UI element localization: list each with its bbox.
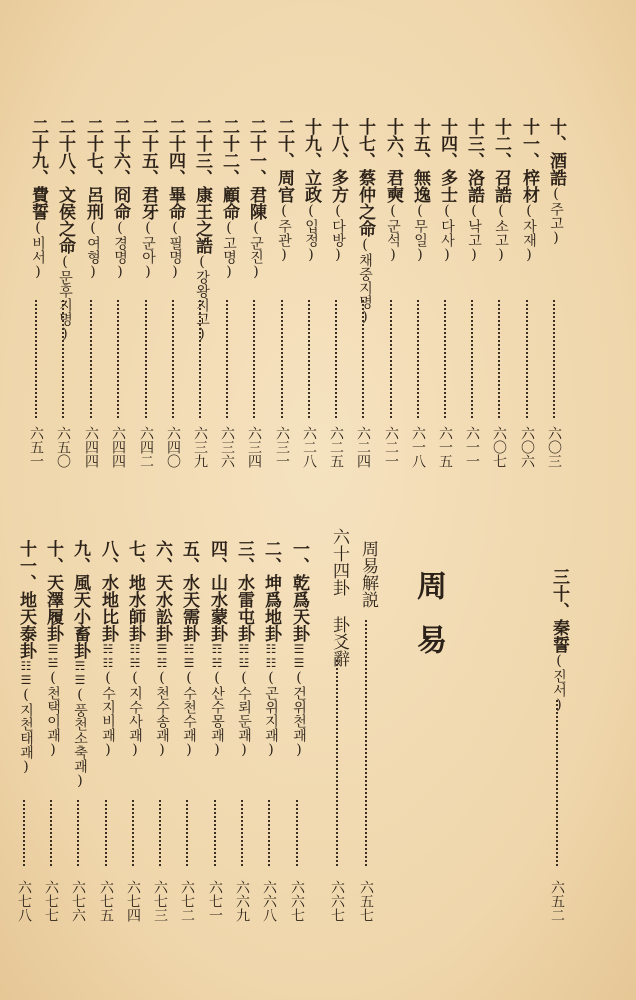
page-number: 六〇七 [491,426,507,468]
page-number: 六二五 [328,426,344,468]
entry-title: 君牙 [138,186,158,220]
entry-number: 十一、 [16,540,36,591]
dot-leader [444,300,446,418]
dot-leader [77,800,79,866]
entry-reading: (고명) [221,220,237,280]
entry-title: 天澤履卦 [43,574,63,642]
entry-number: 三十、 [549,568,569,619]
entry-title: 坤爲地卦 [261,574,281,642]
entry-number: 十九、 [301,118,321,169]
toc-entry[interactable] [408,118,430,263]
page-number: 六四四 [110,426,126,468]
entry-reading: (강왕지고) [194,254,210,342]
dot-leader [145,300,147,418]
toc-entry[interactable] [205,540,227,758]
page-number: 六三九 [192,426,208,468]
page-number: 六六七 [329,880,345,922]
page-number: 六三四 [246,426,262,468]
toc-entry[interactable] [136,118,158,280]
entry-reading: (소고) [493,203,509,263]
entry-reading: (군아) [140,220,156,280]
entry-reading: (군석) [385,203,401,263]
hexagram-symbol: ☰☰ [292,642,306,670]
entry-number: 二、 [261,540,281,574]
page-number: 六七四 [125,880,141,922]
page-number: 六七一 [207,880,223,922]
dot-leader [23,800,25,866]
toc-entry[interactable] [544,118,566,246]
entry-number: 四、 [207,540,227,574]
entry-reading: (수천수괘) [181,670,197,758]
hexagram-symbol: ☰☵ [155,642,169,670]
page-number: 六五一 [28,426,44,468]
dot-leader [365,620,367,866]
entry-number: 一、 [289,540,309,574]
entry-reading: (낙고) [466,203,482,263]
hexagram-symbol: ☷☰ [19,659,33,687]
toc-entry[interactable] [299,118,321,263]
entry-reading: (입정) [303,203,319,263]
entry-title: 召誥 [491,169,511,203]
entry-number: 二十七、 [83,118,103,186]
page-number: 六五〇 [55,426,71,468]
entry-number: 十七、 [355,118,375,169]
dot-leader [226,300,228,418]
entry-reading: (수지비괘) [100,670,116,758]
section-subheading[interactable]: 周易解説 [358,540,378,608]
entry-title: 地天泰卦 [16,591,36,659]
dot-leader [336,660,338,866]
entry-number: 二十四、 [165,118,185,186]
dot-leader [132,800,134,866]
page-number: 六一八 [410,426,426,468]
dot-leader [50,800,52,866]
entry-title: 文侯之命 [55,186,75,254]
dot-leader [268,800,270,866]
entry-title: 無逸 [410,169,430,203]
entry-reading: (자재) [521,203,537,263]
page-number: 六四四 [83,426,99,468]
hexagram-symbol: ☵☰ [182,642,196,670]
page-number: 六二四 [355,426,371,468]
page-number: 六四〇 [165,426,181,468]
hexagram-symbol: ☰☱ [46,642,60,670]
entry-reading: (군진) [248,220,264,280]
hexagram-symbol: ☵☷ [101,642,115,670]
toc-entry[interactable] [123,540,145,758]
entry-title: 多士 [437,169,457,203]
dot-leader [186,800,188,866]
toc-entry[interactable] [353,118,375,325]
entry-number: 十六、 [383,118,403,169]
dot-leader [296,800,298,866]
entry-title: 康王之誥 [192,186,212,254]
entry-title: 山水蒙卦 [207,574,227,642]
entry-reading: (다사) [439,203,455,263]
entry-title: 蔡仲之命 [355,169,375,237]
entry-title: 呂刑 [83,186,103,220]
entry-reading: (경명) [112,220,128,280]
toc-entry[interactable] [96,540,118,758]
entry-reading: (풍천소축괘) [72,687,88,789]
entry-reading: (여형) [85,220,101,280]
page-number: 六七六 [70,880,86,922]
toc-entry[interactable] [217,118,239,280]
entry-number: 六、 [152,540,172,574]
dot-leader [105,800,107,866]
toc-entry[interactable] [81,118,103,280]
dot-leader [553,300,555,418]
entry-reading: (수뢰둔괘) [236,670,252,758]
entry-number: 二十八、 [55,118,75,186]
section-title: 周易 [411,570,446,678]
toc-entry[interactable] [287,540,309,758]
entry-title: 多方 [328,169,348,203]
entry-number: 二十五、 [138,118,158,186]
toc-entry[interactable] [259,540,281,758]
entry-title: 風天小畜卦 [70,574,90,659]
toc-entry[interactable] [14,540,36,775]
entry-number: 二十、 [274,118,294,169]
entry-number: 二十六、 [110,118,130,186]
entry-title: 畢命 [165,186,185,220]
page-number: 六六七 [289,880,305,922]
entry-title: 洛誥 [464,169,484,203]
toc-entry[interactable] [326,118,348,263]
page-number: 六七五 [98,880,114,922]
entry-number: 十五、 [410,118,430,169]
toc-entry[interactable] [517,118,539,263]
entry-number: 十一、 [519,118,539,169]
page-number: 六六九 [234,880,250,922]
page-number: 六六八 [261,880,277,922]
page-number: 六四二 [138,426,154,468]
toc-entry[interactable] [68,540,90,789]
hexagram-symbol: ☶☵ [210,642,224,670]
entry-title: 君陳 [246,186,266,220]
toc-entry[interactable] [435,118,457,263]
toc-entry[interactable] [489,118,511,263]
dot-leader [556,700,558,866]
entry-number: 九、 [70,540,90,574]
entry-reading: (주관) [276,203,292,263]
entry-number: 二十二、 [219,118,239,186]
dot-leader [498,300,500,418]
entry-title: 天水訟卦 [152,574,172,642]
page-number: 六三一 [274,426,290,468]
page-number: 六七七 [43,880,59,922]
entry-reading: (무일) [412,203,428,263]
entry-title: 水地比卦 [98,574,118,642]
entry-reading: (비서) [30,220,46,280]
entry-title: 地水師卦 [125,574,145,642]
dot-leader [159,800,161,866]
dot-leader [117,300,119,418]
entry-number: 三、 [234,540,254,574]
entry-title: 顧命 [219,186,239,220]
entry-number: 二十一、 [246,118,266,186]
entry-title: 費誓 [28,186,48,220]
page-number: 六三六 [219,426,235,468]
hexagram-symbol: ☴☰ [73,659,87,687]
entry-number: 八、 [98,540,118,574]
page-number: 六二一 [383,426,399,468]
entry-reading: (진서) [551,653,567,713]
dot-leader [308,300,310,418]
entry-number: 五、 [179,540,199,574]
entry-reading: (지천태괘) [18,687,34,775]
toc-entry[interactable] [232,540,254,758]
toc-entry[interactable] [190,118,212,342]
entry-reading: (천택이괘) [45,670,61,758]
hexagram-symbol: ☷☷ [264,642,278,670]
dot-leader [35,300,37,418]
entry-reading: (천수송괘) [154,670,170,758]
entry-number: 七、 [125,540,145,574]
entry-number: 二十九、 [28,118,48,186]
dot-leader [199,300,201,418]
entry-number: 十、 [546,118,566,152]
entry-reading: (지수사괘) [127,670,143,758]
dot-leader [362,300,364,418]
toc-entry[interactable] [272,118,294,263]
entry-reading: (필명) [167,220,183,280]
toc-entry[interactable] [177,540,199,758]
page-number: 六七三 [152,880,168,922]
page-number: 六五二 [549,880,565,922]
entry-reading: (문후지명) [57,254,73,342]
toc-entry[interactable] [462,118,484,263]
dot-leader [417,300,419,418]
toc-entry[interactable] [26,118,48,280]
entry-title: 梓材 [519,169,539,203]
dot-leader [90,300,92,418]
dot-leader [62,300,64,418]
toc-entry[interactable] [108,118,130,280]
entry-number: 十八、 [328,118,348,169]
entry-reading: (주고) [548,186,564,246]
section-subheading[interactable]: 六十四卦 卦爻辭 [329,528,349,667]
entry-number: 十二、 [491,118,511,169]
page-number: 六〇三 [546,426,562,468]
page-number: 六七八 [16,880,32,922]
dot-leader [172,300,174,418]
entry-number: 十四、 [437,118,457,169]
page-number: 六七二 [179,880,195,922]
dot-leader [335,300,337,418]
page-number: 六〇六 [519,426,535,468]
dot-leader [471,300,473,418]
entry-number: 二十三、 [192,118,212,186]
dot-leader [390,300,392,418]
toc-entry[interactable] [150,540,172,758]
entry-number: 十三、 [464,118,484,169]
entry-reading: (다방) [330,203,346,263]
page-number: 六二八 [301,426,317,468]
entry-title: 立政 [301,169,321,203]
dot-leader [526,300,528,418]
entry-title: 酒誥 [546,152,566,186]
entry-title: 君奭 [383,169,403,203]
toc-entry[interactable] [41,540,63,758]
toc-entry[interactable] [381,118,403,263]
dot-leader [253,300,255,418]
entry-reading: (곤위지괘) [263,670,279,758]
page-number: 六一一 [464,426,480,468]
dot-leader [241,800,243,866]
entry-title: 乾爲天卦 [289,574,309,642]
toc-entry[interactable] [163,118,185,280]
dot-leader [281,300,283,418]
hexagram-symbol: ☷☵ [128,642,142,670]
toc-entry[interactable] [244,118,266,280]
entry-title: 水天需卦 [179,574,199,642]
page-number: 六五七 [358,880,374,922]
entry-reading: (채중지명) [357,237,373,325]
entry-title: 周官 [274,169,294,203]
entry-reading: (건위천괘) [291,670,307,758]
hexagram-symbol: ☵☳ [237,642,251,670]
toc-entry[interactable] [53,118,75,342]
entry-title: 水雷屯卦 [234,574,254,642]
entry-title: 冏命 [110,186,130,220]
entry-number: 十、 [43,540,63,574]
toc-entry[interactable] [547,568,569,713]
dot-leader [214,800,216,866]
page-number: 六一五 [437,426,453,468]
entry-reading: (산수몽괘) [209,670,225,758]
entry-title: 秦誓 [549,619,569,653]
